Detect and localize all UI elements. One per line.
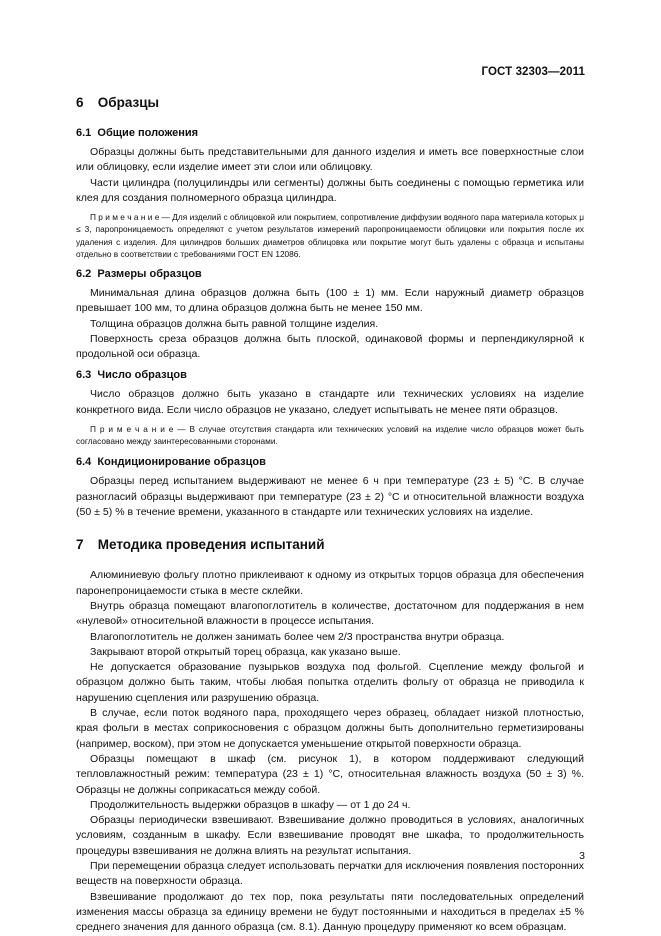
subsection-6-4-title: Кондиционирование образцов — [97, 456, 266, 469]
paragraph: В случае, если поток водяного пара, проходящего через образец, обладает низкой плотностью, края фольги в местах соприкосновения с образцом должны быть дополнительно герметизированы (например, воском), при этом не допускается уменьшение открытой поверхности образца. — [76, 707, 584, 750]
subsection-6-4-number: 6.4 — [76, 456, 92, 469]
subsection-6-3-title: Число образцов — [97, 369, 187, 382]
section-7-heading — [76, 536, 584, 554]
paragraph: Поверхность среза образцов должна быть плоской, одинаковой формы и перпендикулярной к продольной оси образца. — [76, 332, 584, 361]
subsection-6-3-heading — [76, 368, 584, 383]
page-content — [76, 90, 584, 936]
paragraph: Минимальная длина образцов должна быть (100 ± 1) мм. Если наружный диаметр образцов превышает 100 мм, то длина образцов должна быть не менее 150 мм. — [76, 287, 584, 315]
section-7-title: Методика проведения испытаний — [97, 537, 325, 553]
subsection-6-2-heading — [76, 267, 584, 282]
paragraph: Продолжительность выдержки образцов в шкафу — от 1 до 24 ч. — [90, 798, 411, 811]
paragraph: Не допускается образование пузырьков воздуха под фольгой. Сцепление между фольгой и образцом должно быть таким, чтобы любая попытка отделить фольгу от образца не приводила к нарушению сцепления или разрушению образца. — [76, 661, 584, 704]
paragraph: Толщина образцов должна быть равной толщине изделия. — [90, 317, 379, 330]
subsection-6-3-number: 6.3 — [76, 369, 92, 382]
paragraph: Образцы помещают в шкаф (см. рисунок 1), в котором поддерживают следующий тепловлажностный режим: температура (23 ± 1) °С, относительная влажность воздуха (50 ± 3) %. Образцы не должны соприкасаться между собой. — [76, 752, 584, 796]
note: П р и м е ч а н и е — В случае отсутствия стандарта или технических условий на изделие число образцов может быть согласовано между заинтересованными сторонами. — [76, 424, 584, 447]
paragraph: Образцы периодически взвешивают. Взвешивание должно проводиться в условиях, аналогичных условиям, созданным в шкафу. Если взвешивание проводят вне шкафа, то продолжительность процедуры взвешивания не должна влиять на результат испытания. — [76, 814, 584, 857]
paragraph: Алюминиевую фольгу плотно приклеивают к одному из открытых торцов образца для обеспечения паронепроницаемости стыка в месте склейки. — [76, 569, 584, 597]
section-6-number: 6 — [76, 95, 84, 110]
subsection-6-2-title: Размеры образцов — [97, 268, 202, 280]
section-7-number: 7 — [76, 537, 84, 553]
subsection-6-1-title: Общие положения — [97, 127, 199, 139]
subsection-6-2-number: 6.2 — [76, 268, 92, 280]
section-6-title: Образцы — [97, 95, 160, 110]
paragraph: Взвешивание продолжают до тех пор, пока результаты пяти последовательных определений изменения массы образца за единицу времени не будут постоянными и находиться в пределах ±5 % среднего значения для данного образца (см. 8.1). Данную процедуру применяют ко всем образцам. — [76, 890, 584, 934]
subsection-6-1-number: 6.1 — [76, 127, 92, 139]
paragraph: Части цилиндра (полуцилиндры или сегменты) должны быть соединены с помощью герметика или клея для создания полномерного образца цилиндра. — [76, 176, 584, 204]
subsection-6-1-heading — [76, 126, 584, 141]
document-id: ГОСТ 32303—2011 — [481, 66, 585, 78]
paragraph: При перемещении образца следует использовать перчатки для исключения появления посторонних веществ на поверхности образца. — [76, 860, 584, 888]
paragraph: Закрывают второй открытый торец образца, как указано выше. — [90, 645, 401, 658]
page-number: 3 — [579, 850, 585, 862]
note: П р и м е ч а н и е — Для изделий с облицовкой или покрытием, сопротивление диффузии водяного пара материала которых μ ≤ 3, паропроницаемость определяют с учетом результатов измерений паропроницаемости облицовки или покрытия после их удаления с изделия. Для цилиндров больших диаметров облицовка или покрытие могут быть удалены с образца и испытаны отдельно в соответствии с требованиями ГОСТ EN 12086. — [76, 212, 584, 259]
paragraph: Образцы перед испытанием выдерживают не менее 6 ч при температуре (23 ± 5) °С. В случае разногласий образцы выдерживают при температуре (23 ± 2) °С и относительной влажности воздуха (50 ± 5) % в течение времени, указанного в стандарте или технических условиях на изделие. — [76, 475, 584, 519]
section-7-body — [76, 568, 584, 935]
paragraph: Внутрь образца помещают влагопоглотитель в количестве, достаточном для поддержания в нем «нулевой» относительной влажности в процессе испытания. — [76, 599, 584, 628]
paragraph: Число образцов должно быть указано в стандарте или технических условиях на изделие конкретного вида. Если число образцов не указано, следует испытывать не менее пяти образцов. — [76, 388, 584, 416]
subsection-6-4-heading — [76, 455, 584, 470]
section-6-heading — [76, 94, 584, 112]
paragraph: Образцы должны быть представительными для данного изделия и иметь все поверхностные слои или облицовку, если изделие имеет эти слои или облицовку. — [76, 146, 584, 174]
paragraph: Влагопоглотитель не должен занимать более чем 2/3 пространства внутри образца. — [90, 630, 505, 643]
